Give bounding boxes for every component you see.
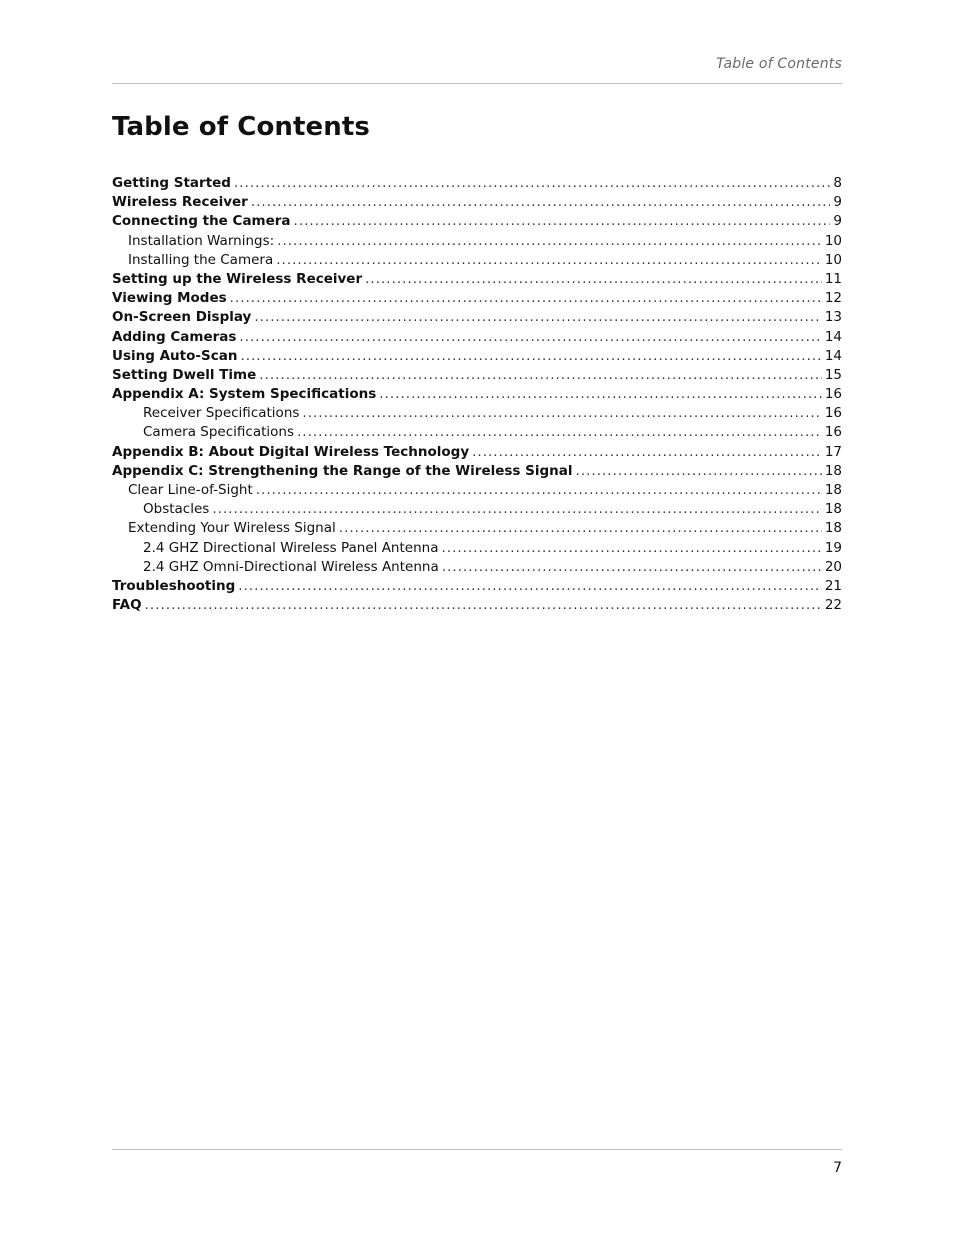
toc-entry-page: 8 — [833, 175, 842, 191]
toc-entry-page: 13 — [824, 309, 842, 326]
toc-entry-page: 21 — [824, 577, 842, 594]
toc-entry-page: 14 — [824, 328, 842, 345]
toc-dot-leader — [212, 500, 822, 519]
toc-entry-title: 2.4 GHZ Omni-Directional Wireless Antenna — [143, 558, 439, 575]
toc-entry[interactable] — [112, 385, 842, 404]
toc-entry[interactable] — [112, 423, 842, 442]
toc-entry-page: 18 — [824, 462, 842, 479]
toc-entry-title: Obstacles — [143, 501, 210, 518]
toc-entry-title: Adding Cameras — [112, 328, 237, 345]
toc-entry-page: 22 — [824, 597, 842, 614]
toc-entry-page: 16 — [824, 386, 842, 403]
toc-entry-title: Appendix A: System Specifications — [112, 386, 377, 403]
toc-entry-title: Extending Your Wireless Signal — [128, 520, 336, 537]
toc-dot-leader — [379, 385, 822, 404]
toc-entry-title: Appendix C: Strengthening the Range of the Wireless Signal — [112, 462, 573, 479]
toc-dot-leader — [276, 251, 822, 270]
toc-dot-leader — [145, 596, 822, 615]
toc-entry-page: 14 — [824, 347, 842, 364]
toc-entry[interactable] — [112, 500, 842, 519]
toc-entry-page: 18 — [824, 501, 842, 518]
toc-dot-leader — [240, 347, 821, 366]
toc-entry[interactable] — [112, 539, 842, 558]
toc-entry-page: 15 — [824, 366, 842, 383]
toc-dot-leader — [472, 443, 822, 462]
toc-entry[interactable] — [112, 232, 842, 251]
toc-entry-title: On-Screen Display — [112, 309, 252, 326]
toc-entry-page: 10 — [824, 232, 842, 249]
toc-entry-title: Getting Started — [112, 175, 231, 191]
toc-entry[interactable] — [112, 174, 842, 193]
toc-entry-page: 19 — [824, 539, 842, 556]
toc-entry-title: Using Auto-Scan — [112, 347, 238, 364]
toc-entry[interactable] — [112, 212, 842, 231]
toc-entry-title: FAQ — [112, 597, 142, 614]
table-of-contents — [112, 174, 842, 615]
toc-entry-page: 16 — [824, 405, 842, 422]
footer-divider — [112, 1149, 842, 1150]
header-divider — [112, 83, 842, 84]
toc-entry-title: Camera Specifications — [143, 424, 294, 441]
toc-entry-page: 20 — [824, 558, 842, 575]
toc-dot-leader — [277, 232, 822, 251]
toc-dot-leader — [230, 289, 822, 308]
toc-dot-leader — [339, 519, 822, 538]
toc-entry[interactable] — [112, 289, 842, 308]
toc-entry[interactable] — [112, 328, 842, 347]
toc-entry[interactable] — [112, 577, 842, 596]
toc-dot-leader — [365, 270, 822, 289]
toc-entry-page: 12 — [824, 290, 842, 307]
toc-entry-title: Setting Dwell Time — [112, 366, 257, 383]
toc-dot-leader — [297, 423, 822, 442]
toc-entry-page: 18 — [824, 482, 842, 498]
toc-entry[interactable] — [112, 462, 842, 481]
running-header: Table of Contents — [716, 56, 842, 72]
toc-dot-leader — [259, 366, 822, 385]
toc-entry[interactable] — [112, 519, 842, 538]
toc-dot-leader — [302, 404, 821, 423]
toc-dot-leader — [254, 308, 821, 327]
toc-dot-leader — [256, 481, 822, 500]
toc-entry-title: Clear Line-of-Sight — [128, 482, 253, 498]
toc-entry[interactable] — [112, 558, 842, 577]
toc-dot-leader — [441, 539, 821, 558]
toc-entry-title: Receiver Specifications — [143, 405, 300, 422]
toc-entry-page: 11 — [824, 270, 842, 287]
toc-entry[interactable] — [112, 308, 842, 327]
toc-entry-page: 16 — [824, 424, 842, 441]
toc-entry[interactable] — [112, 596, 842, 615]
toc-dot-leader — [442, 558, 822, 577]
toc-dot-leader — [238, 577, 822, 596]
page-number: 7 — [833, 1160, 842, 1176]
toc-entry-page: 18 — [824, 520, 842, 537]
toc-entry-title: Installation Warnings: — [128, 232, 275, 249]
toc-dot-leader — [576, 462, 822, 481]
toc-entry[interactable] — [112, 270, 842, 289]
toc-entry[interactable] — [112, 481, 842, 500]
toc-entry[interactable] — [112, 366, 842, 385]
toc-entry-page: 10 — [824, 251, 842, 268]
toc-dot-leader — [294, 212, 831, 231]
toc-entry-title: Setting up the Wireless Receiver — [112, 270, 363, 287]
toc-entry-title: 2.4 GHZ Directional Wireless Panel Antenna — [143, 539, 439, 556]
toc-dot-leader — [251, 193, 831, 212]
toc-entry-title: Wireless Receiver — [112, 194, 248, 211]
toc-entry-title: Installing the Camera — [128, 251, 274, 268]
toc-entry-page: 9 — [833, 194, 842, 211]
toc-entry-title: Appendix B: About Digital Wireless Technology — [112, 443, 470, 460]
toc-entry-title: Viewing Modes — [112, 290, 227, 307]
toc-entry[interactable] — [112, 251, 842, 270]
toc-dot-leader — [234, 174, 830, 193]
toc-entry-title: Connecting the Camera — [112, 213, 291, 230]
toc-entry-page: 9 — [833, 213, 842, 230]
toc-entry[interactable] — [112, 443, 842, 462]
toc-dot-leader — [239, 328, 821, 347]
toc-entry[interactable] — [112, 193, 842, 212]
toc-entry[interactable] — [112, 347, 842, 366]
toc-entry[interactable] — [112, 404, 842, 423]
toc-entry-page: 17 — [824, 443, 842, 460]
toc-entry-title: Troubleshooting — [112, 577, 236, 594]
page-title: Table of Contents — [112, 112, 370, 142]
